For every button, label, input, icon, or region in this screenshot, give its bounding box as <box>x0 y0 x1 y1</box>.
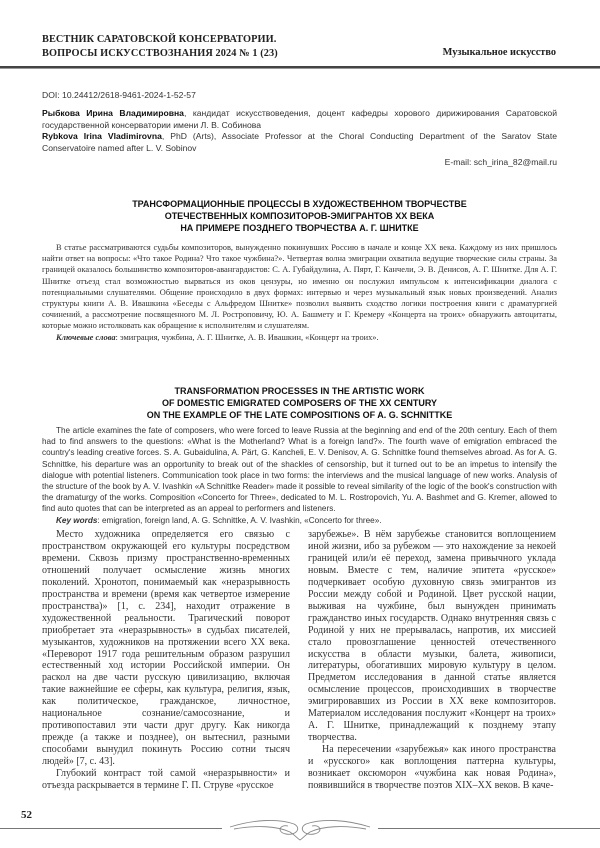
journal-title-line1: ВЕСТНИК САРАТОВСКОЙ КОНСЕРВАТОРИИ. <box>42 33 278 47</box>
title-en-line: OF DOMESTIC EMIGRATED COMPOSERS OF THE XX CENTURY <box>42 397 557 409</box>
author-name-en: Rybkova Irina Vladimirovna <box>42 131 162 141</box>
page-number: 52 <box>21 809 32 821</box>
keywords-en-label: Key words <box>56 516 97 525</box>
journal-title-line2: ВОПРОСЫ ИСКУССТВОЗНАНИЯ 2024 № 1 (23) <box>42 47 278 61</box>
author-email[interactable]: E-mail: sch_irina_82@mail.ru <box>445 157 557 167</box>
keywords-ru-label: Ключевые слова <box>56 333 116 342</box>
author-ru <box>42 108 557 131</box>
article-title-en <box>42 385 557 421</box>
author-block <box>42 108 557 154</box>
title-ru-line: НА ПРИМЕРЕ ПОЗДНЕГО ТВОРЧЕСТВА А. Г. ШНИТКЕ <box>42 222 557 234</box>
body-paragraph: Глубокий контраст той самой «неразрывности» и отъезда раскрывается в термине Г. П. Струве «русское <box>42 768 290 792</box>
article-title-ru <box>42 198 557 234</box>
abstract-ru <box>42 242 557 343</box>
body-paragraph: Место художника определяется его связью с пространством окружающей его культуры посредством времени. Сквозь призму пространственно-временных отношений получает осмысление жизнь многих поколений. Хронотоп, понимаемый как «неразрывность пространства и времени (время как четвертое измерение пространства)» [1, с. 234], находит отражение в художественной реальности. Трагический поворот приобретает эта «неразрывность» в судьбах писателей, музыкантов, художников на протяжении всего XX века. «Переворот 1917 года решительным образом разрушил естественный ход истории Российской империи. Он раскол на две части русскую цивилизацию, включая такие важнейшие ее сферы, как культура, религия, язык, как политическое, гражданское, личностное, национальное сознание/самосознание, и противопоставил эти части друг другу. Как никогда прежде (а также и позднее), он вытеснил, разными способами вынудил покинуть Россию сотни тысяч людей» [7, с. 43]. <box>42 529 290 768</box>
keywords-en-text: : emigration, foreign land, A. G. Schnittke, A. V. Ivashkin, «Concerto for three». <box>97 516 381 525</box>
keywords-en <box>42 515 557 526</box>
keywords-ru <box>42 332 557 343</box>
body-paragraph: На пересечении «зарубежья» как иного пространства и «русского» как воплощения паттерна культуры, возникает оксюморон «чужбина как новая Родина», появившийся в творчестве поэтов XIX–XX веков. В каче- <box>308 744 556 792</box>
ornament-icon <box>222 812 378 842</box>
author-info-en: , PhD (Arts), Associate Professor at the Choral Conducting Department of the Saratov State Conservatoire named after L. V. Sobinov <box>42 131 557 153</box>
body-column-left <box>42 529 290 792</box>
author-name-ru: Рыбкова Ирина Владимировна <box>42 108 184 118</box>
section-name: Музыкальное искусство <box>443 47 556 58</box>
title-en-line: ON THE EXAMPLE OF THE LATE COMPOSITIONS OF A. G. SCHNITTKE <box>42 409 557 421</box>
abstract-ru-text: В статье рассматриваются судьбы композиторов, вынужденно покинувших Россию в начале и конце XX века. Каждому из них пришлось найти ответ на вопросы: «Что такое Родина? Что такое чужбина?». Четвертая волна эмиграции охватила ведущие творческие силы страны. За границей оказалось большинство композиторов-авангардистов: С. А. Губайдулина, А. Пярт, Г. Канчели, Э. В. Денисов, А. Г. Шнитке. Для А. Г. Шнитке отъезд стал возможностью вырваться из оков цензуры, но именно он послужил импульсом к интенсификации диалога с потенциальными слушателями. Общение происходило в двух формах: интервью и через музыкальный язык новых произведений. Анализ структуры книги А. В. Ивашкина «Беседы с Альфредом Шнитке» позволил выявить сходство логики построения книги с драматургией сочинений, а рассмотрение посвященного М. Л. Ростроповичу, Ю. А. Башмету и Г. Кремеру «Концерта на троих» обнаружить автоцитаты, которые можно истолковать как обращение к исполнителям и слушателям. <box>42 242 557 332</box>
journal-title <box>42 33 278 61</box>
header-divider <box>0 66 600 69</box>
title-ru-line: ТРАНСФОРМАЦИОННЫЕ ПРОЦЕССЫ В ХУДОЖЕСТВЕННОМ ТВОРЧЕСТВЕ <box>42 198 557 210</box>
author-en <box>42 131 557 154</box>
doi: DOI: 10.24412/2618-9461-2024-1-52-57 <box>42 90 196 100</box>
title-ru-line: ОТЕЧЕСТВЕННЫХ КОМПОЗИТОРОВ-ЭМИГРАНТОВ XX ВЕКА <box>42 210 557 222</box>
abstract-en-text: The article examines the fate of composers, who were forced to leave Russia at the beginning and end of the 20th century. Each of them had to find answers to the questions: «What is the Motherland? What is a foreign land?». The fourth wave of emigration embraced the country's leading creative forces. S. A. Gubaidulina, A. Pärt, G. Kancheli, E. V. Denisov, A. G. Schnittke found themselves abroad. As for A. G. Schnittke, his departure was an opportunity to break out of the shackles of censorship, but it turned out to be an impetus to intensify the dialogue with potential listeners. Communication took place in two forms: the interviews and the musical language of new works. Analysis of the structure of the book by A. V. Ivashkin «A Schnittke Reader» made it possible to reveal similarity of the logic of the book's construction with the dramaturgy of the works. Composition «Concerto for Three», dedicated to M. L. Rostropovich, Yu. A. Bashmet and G. Kremer, allowed to find auto quotes that can be interpreted as an appeal to performers and listeners. <box>42 425 557 515</box>
abstract-en <box>42 425 557 526</box>
body-column-right <box>308 529 556 792</box>
title-en-line: TRANSFORMATION PROCESSES IN THE ARTISTIC WORK <box>42 385 557 397</box>
body-paragraph: зарубежье». В нём зарубежье становится воплощением иной жизни, ибо за рубежом — это нахождение за некоей границей или/и её переход, замена привычного уклада новым. Вместе с тем, наличие эпитета «русское» подчеркивает особую духовную связь эмигрантов из России между собой и Родиной. Цвет русской нации, выживая на чужбине, был вынужден принимать гражданство иных государств. Однако внутренняя связь с Родиной у них не прерывалась, напротив, их миссией стало провозглашение ценностей отечественного искусства в области музыки, балета, живописи, литературы, обогативших мировую культуру в целом. Предметом исследования в данной статье является осмысление процессов, происходивших в творчестве эмигрировавших из России в XX веке композиторов. Материалом исследования послужит «Концерт на троих» А. Г. Шнитке, принадлежащий к позднему этапу творчества. <box>308 529 556 744</box>
keywords-ru-text: : эмиграция, чужбина, А. Г. Шнитке, А. В. Ивашкин, «Концерт на троих». <box>116 333 379 342</box>
author-info-ru: , кандидат искусствоведения, доцент кафедры хорового дирижирования Саратовской государственной консерватории имени Л. В. Собинова <box>42 108 557 130</box>
